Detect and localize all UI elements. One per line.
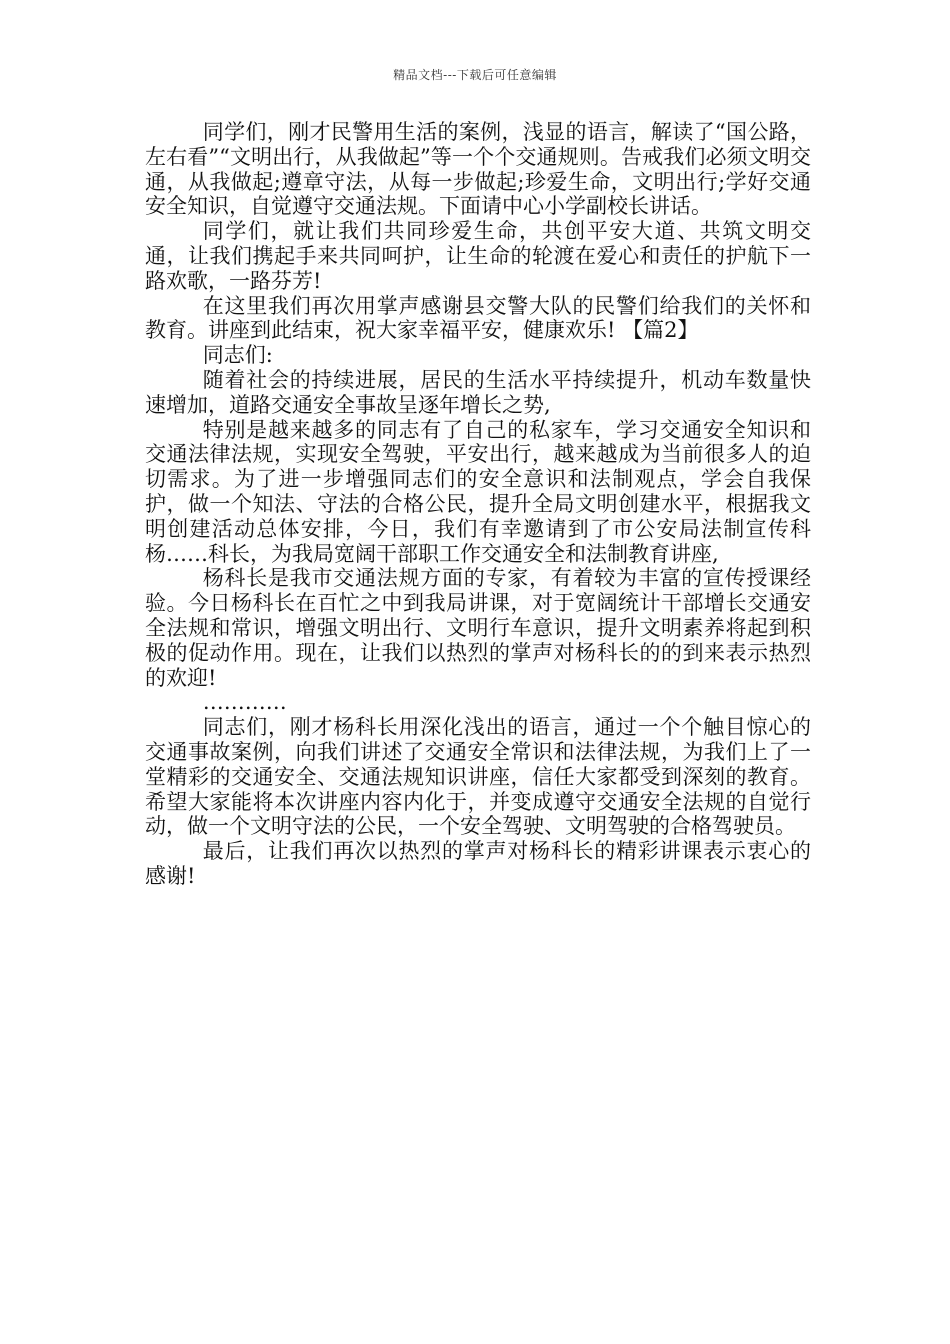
ellipsis-line: ………… bbox=[202, 690, 287, 715]
paragraph: 同志们: bbox=[202, 343, 273, 368]
paragraph: 特别是越来越多的同志有了自己的私家车，学习交通安全知识和交通法律法规，实现安全驾驶，平安出行，越来越成为当前很多人的迫切需求。为了进一步增强同志们的安全意识和法制观点，学会自我保护，做一个知法、守法的合格公民，提升全局文明创建水平，根据我文明创建活动总体安排，今日，我们有幸邀请到了市公安局法制宣传科杨……科长，为我局宽阔干部职工作交通安全和法制教育讲座, bbox=[145, 417, 811, 566]
document-body bbox=[145, 120, 811, 889]
paragraph: 同志们，刚才杨科长用深化浅出的语言，通过一个个触目惊心的交通事故案例，向我们讲述了交通安全常识和法律法规，为我们上了一堂精彩的交通安全、交通法规知识讲座，信任大家都受到深刻的教育。希望大家能将本次讲座内容内化于，并变成遵守交通安全法规的自觉行动，做一个文明守法的公民，一个安全驾驶、文明驾驶的合格驾驶员。 bbox=[145, 715, 811, 839]
paragraph: 同学们，刚才民警用生活的案例，浅显的语言，解读了“国公路，左右看”“文明出行，从我做起”等一个个交通规则。告戒我们必须文明交通，从我做起;遵章守法，从每一步做起;珍爱生命，文明出行;学好交通安全知识，自觉遵守交通法规。下面请中心小学副校长讲话。 bbox=[145, 120, 811, 219]
paragraph: 最后，让我们再次以热烈的掌声对杨科长的精彩讲课表示衷心的感谢! bbox=[145, 839, 811, 888]
paragraph: 在这里我们再次用掌声感谢县交警大队的民警们给我们的关怀和教育。讲座到此结束，祝大家幸福平安，健康欢乐! 【篇2】 bbox=[145, 293, 811, 343]
paragraph: 随着社会的持续进展，居民的生活水平持续提升，机动车数量快速增加，道路交通安全事故呈逐年增长之势, bbox=[145, 367, 811, 417]
page-header: 精品文档---下载后可任意编辑 bbox=[393, 68, 557, 82]
paragraph: 同学们，就让我们共同珍爱生命，共创平安大道、共筑文明交通，让我们携起手来共同呵护，让生命的轮渡在爱心和责任的护航下一路欢歌，一路芬芳! bbox=[145, 219, 811, 293]
paragraph: 杨科长是我市交通法规方面的专家，有着较为丰富的宣传授课经验。今日杨科长在百忙之中到我局讲课，对于宽阔统计干部增长交通安全法规和常识，增强文明出行、文明行车意识，提升文明素养将起到积极的促动作用。现在，让我们以热烈的掌声对杨科长的的到来表示热烈的欢迎! bbox=[145, 566, 811, 690]
